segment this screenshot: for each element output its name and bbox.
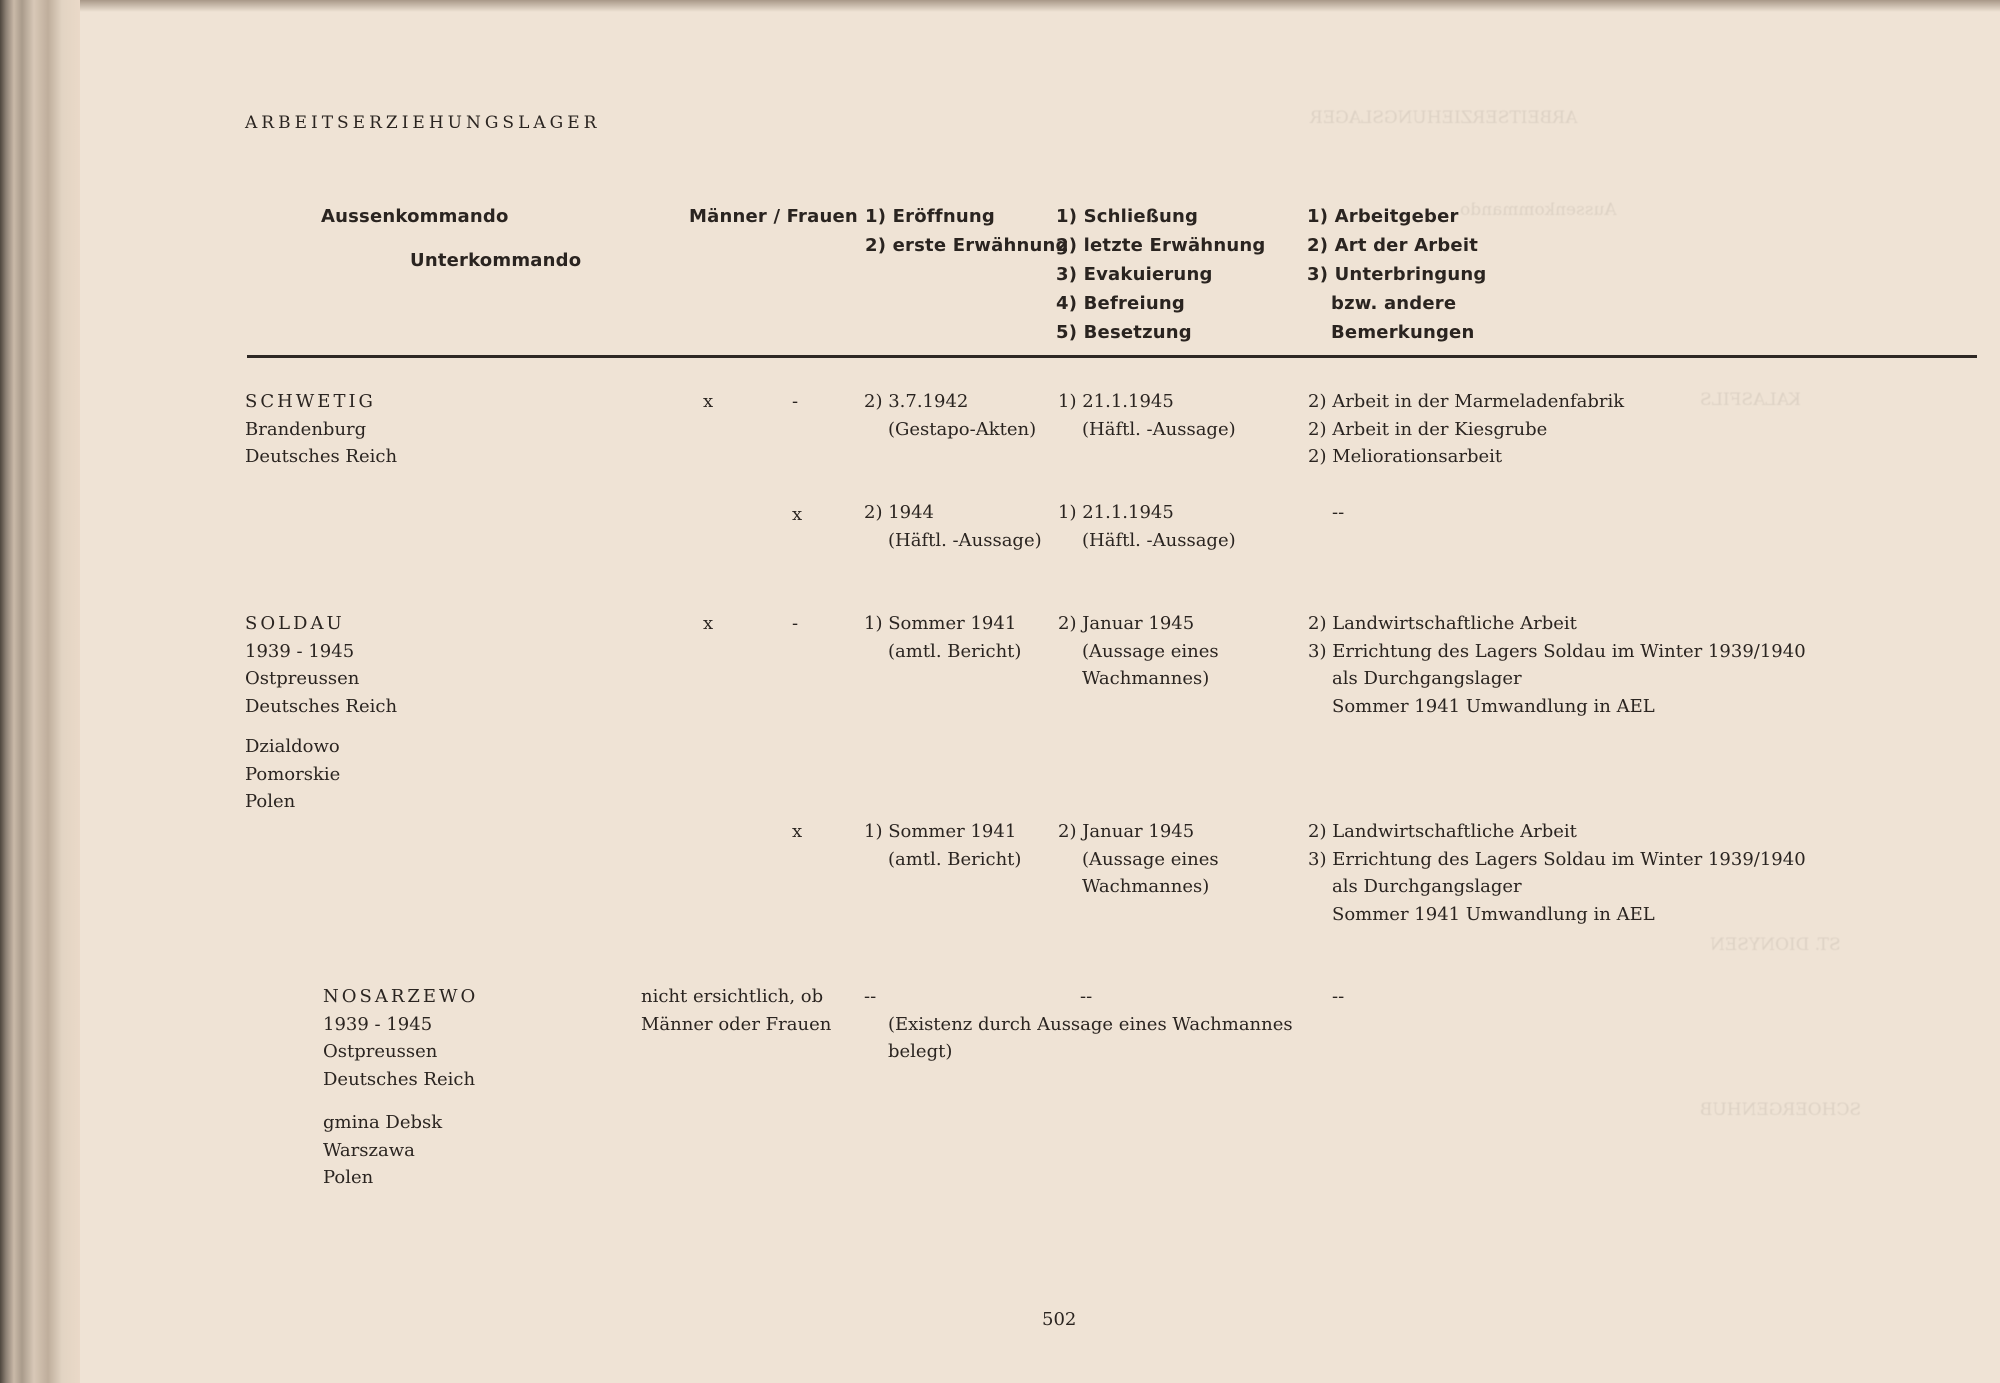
header-maenner-frauen: Männer / Frauen	[689, 206, 858, 227]
men-women-info: nicht ersichtlich, ob Männer oder Frauen	[641, 986, 832, 1035]
place-gmina-debsk: gmina Debsk Warszawa Polen	[323, 1112, 443, 1188]
bleed-through-title: ARBEITSERZIEHUNGSLAGER	[1310, 108, 1578, 128]
place-schwetig: SCHWETIG Brandenburg Deutsches Reich	[245, 391, 398, 467]
closing-info: 1) 21.1.1945 (Häftl. -Aussage)	[1058, 502, 1236, 551]
header-aussenkommando: Aussenkommando	[321, 206, 509, 227]
place-dzialdowo: Dzialdowo Pomorskie Polen	[245, 736, 341, 812]
page-number: 502	[1042, 1309, 1077, 1330]
book-spine-edge	[0, 0, 80, 1383]
men-mark: x	[703, 613, 714, 634]
women-mark: x	[792, 504, 803, 525]
bleed-through-text: SCHOERGENHUB	[1700, 1100, 1862, 1120]
closing-info: 2) Januar 1945 (Aussage eines Wachmannes)	[1058, 613, 1219, 689]
remarks: 2) Landwirtschaftliche Arbeit 3) Errichtung des Lagers Soldau im Winter 1939/1940 als Durchgangslager Sommer 1941 Umwandlung in AEL	[1308, 613, 1806, 717]
remarks: 2) Landwirtschaftliche Arbeit 3) Errichtung des Lagers Soldau im Winter 1939/1940 als Durchgangslager Sommer 1941 Umwandlung in AEL	[1308, 821, 1806, 925]
bleed-through-header: Aussenkommando	[1460, 200, 1617, 220]
header-schliessung: 1) Schließung 2) letzte Erwähnung 3) Evakuierung 4) Befreiung 5) Besetzung	[1056, 206, 1266, 343]
closing-info: --	[1080, 986, 1093, 1007]
opening-info: 2) 3.7.1942 (Gestapo-Akten)	[864, 391, 1037, 440]
women-mark: -	[792, 391, 799, 412]
opening-info: -- (Existenz durch Aussage eines Wachmannes belegt)	[864, 986, 1293, 1062]
header-rule	[247, 355, 1977, 358]
remarks: 2) Arbeit in der Marmeladenfabrik 2) Arbeit in der Kiesgrube 2) Meliorationsarbeit	[1308, 391, 1625, 467]
opening-info: 1) Sommer 1941 (amtl. Bericht)	[864, 613, 1022, 662]
remarks: --	[1332, 502, 1345, 523]
document-page	[80, 0, 2000, 1383]
header-eroeffnung: 1) Eröffnung 2) erste Erwähnung	[865, 206, 1069, 256]
opening-info: 2) 1944 (Häftl. -Aussage)	[864, 502, 1042, 551]
place-soldau: SOLDAU 1939 - 1945 Ostpreussen Deutsches Reich	[245, 613, 398, 717]
header-arbeitgeber: 1) Arbeitgeber 2) Art der Arbeit 3) Unterbringung bzw. andere Bemerkungen	[1307, 206, 1487, 343]
women-mark: x	[792, 821, 803, 842]
bleed-through-text: KALASFILS	[1700, 390, 1801, 410]
closing-info: 1) 21.1.1945 (Häftl. -Aussage)	[1058, 391, 1236, 440]
men-mark: x	[703, 391, 714, 412]
section-title: ARBEITSERZIEHUNGSLAGER	[245, 113, 601, 133]
remarks: --	[1332, 986, 1345, 1007]
place-nosarzewo: NOSARZEWO 1939 - 1945 Ostpreussen Deutsches Reich	[323, 986, 479, 1090]
header-unterkommando: Unterkommando	[410, 250, 582, 271]
bleed-through-text: ST. DIONYSEN	[1710, 935, 1841, 955]
women-mark: -	[792, 613, 799, 634]
opening-info: 1) Sommer 1941 (amtl. Bericht)	[864, 821, 1022, 870]
closing-info: 2) Januar 1945 (Aussage eines Wachmannes)	[1058, 821, 1219, 897]
